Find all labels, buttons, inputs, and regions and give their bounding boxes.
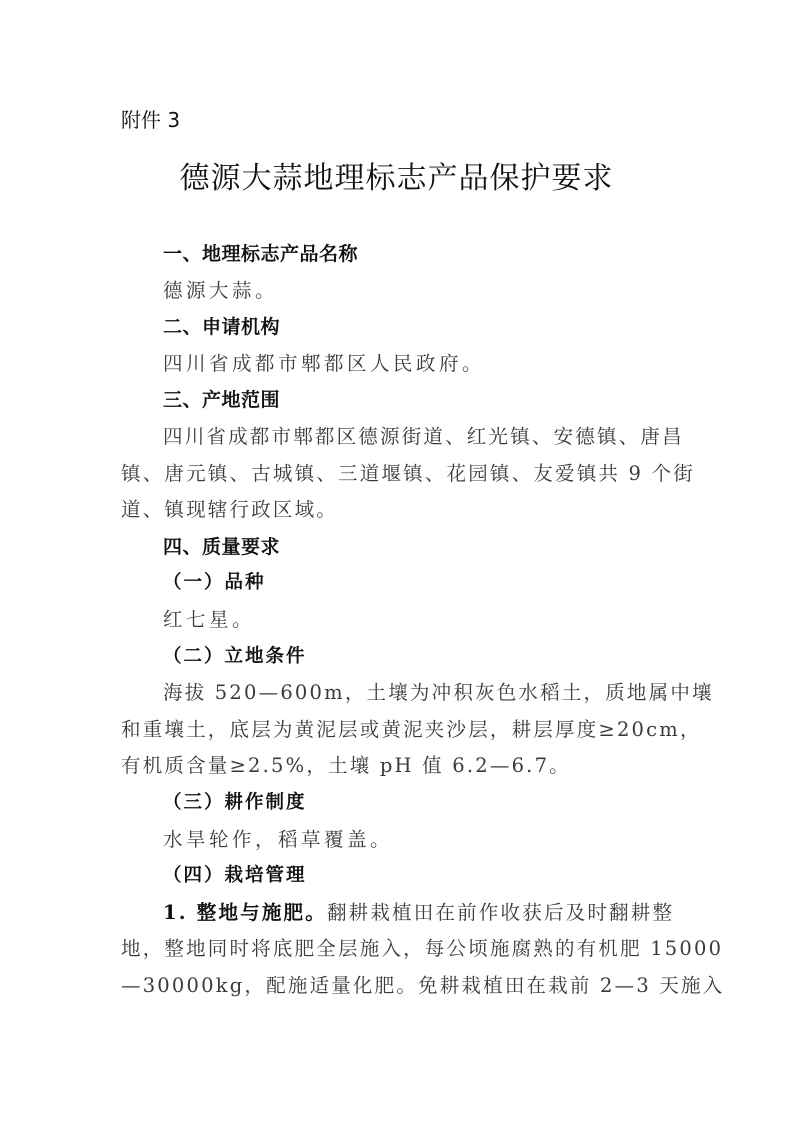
paragraph-line: 地，整地同时将底肥全层施入，每公顷施腐熟的有机肥 15000 <box>121 937 724 961</box>
section-text-applicant: 四川省成都市郫都区人民政府。 <box>163 351 486 375</box>
section-heading-product-name: 一、地理标志产品名称 <box>163 243 359 265</box>
subsection-heading-site-conditions: （二）立地条件 <box>163 645 307 667</box>
paragraph-line: 有机质含量≥2.5%，土壤 pH 值 6.2—6.7。 <box>121 754 571 778</box>
paragraph-line: —30000kg，配施适量化肥。免耕栽植田在栽前 2—3 天施入 <box>121 973 725 997</box>
subsection-heading-farming-system: （三）耕作制度 <box>163 791 307 813</box>
paragraph-line: 道、镇现辖行政区域。 <box>121 498 339 522</box>
subsection-heading-cultivation-management: （四）栽培管理 <box>163 865 307 887</box>
paragraph-line: 和重壤土，底层为黄泥层或黄泥夹沙层，耕层厚度≥20cm， <box>121 717 702 741</box>
subsection-heading-variety: （一）品种 <box>163 572 266 594</box>
paragraph-line: 四川省成都市郫都区德源街道、红光镇、安德镇、唐昌 <box>163 424 684 448</box>
document-title: 德源大蒜地理标志产品保护要求 <box>179 161 614 196</box>
section-heading-applicant: 二、申请机构 <box>163 316 281 339</box>
paragraph-line: 海拔 520—600m，土壤为冲积灰色水稻土，质地属中壤 <box>163 681 714 705</box>
section-heading-quality-requirements: 四、质量要求 <box>163 535 281 558</box>
attachment-label: 附件 3 <box>121 108 181 132</box>
item-text: 翻耕栽植田在前作收获后及时翻耕整 <box>326 900 675 924</box>
paragraph-line <box>121 895 673 932</box>
subsection-text-farming-system: 水旱轮作，稻草覆盖。 <box>163 827 394 851</box>
document-body <box>121 236 725 1004</box>
paragraph-line: 镇、唐元镇、古城镇、三道堰镇、花园镇、友爱镇共 9 个街 <box>121 461 695 485</box>
subsection-text-variety: 红七星。 <box>163 607 256 631</box>
item-lead-land-preparation: 1. 整地与施肥。 <box>163 900 327 924</box>
section-text-product-name: 德源大蒜。 <box>163 278 279 302</box>
section-heading-production-area: 三、产地范围 <box>163 389 281 412</box>
